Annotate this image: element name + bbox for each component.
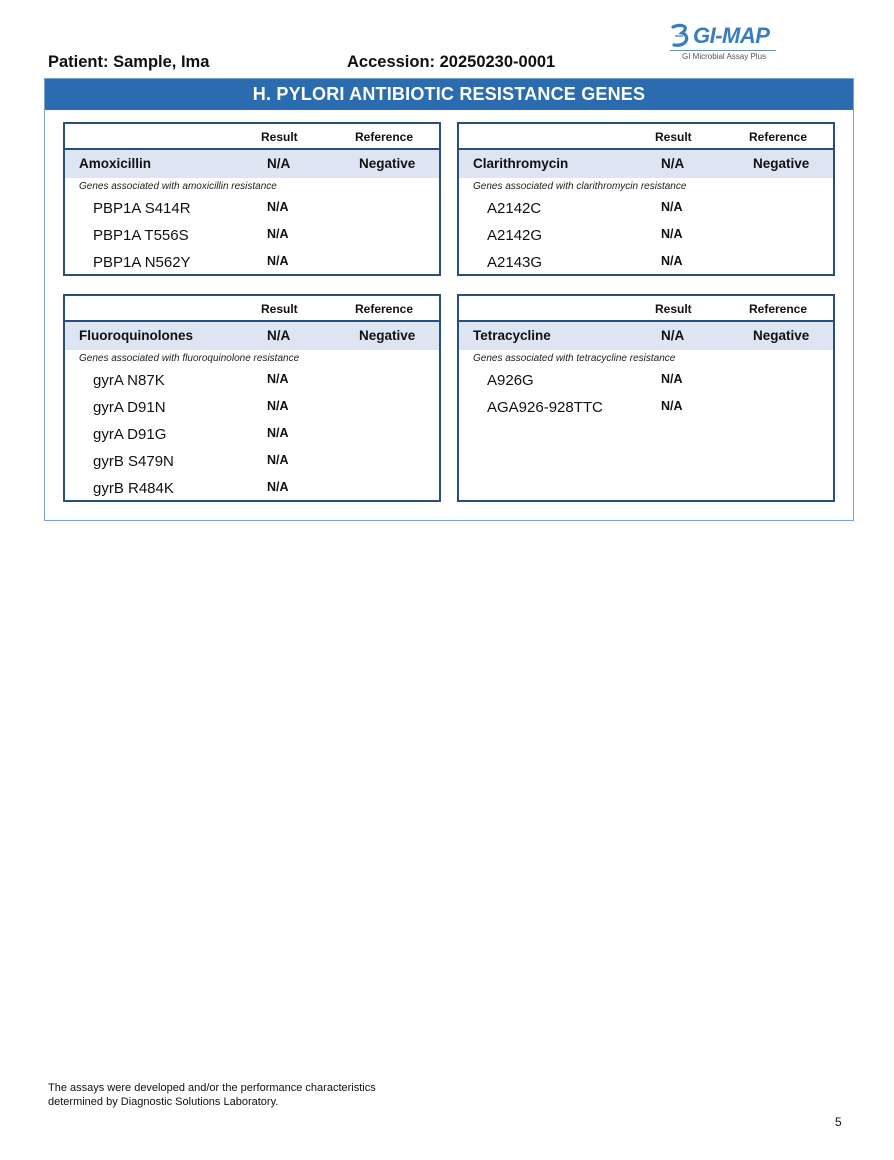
drug-result: N/A — [661, 156, 685, 171]
column-header — [65, 296, 439, 322]
resistance-genes-panel — [44, 78, 854, 521]
gene-name: PBP1A N562Y — [93, 254, 191, 271]
footer-disclaimer — [48, 1082, 376, 1109]
clarithromycin-box — [457, 122, 835, 276]
genes-note: Genes associated with amoxicillin resistance — [79, 181, 277, 192]
gene-result: N/A — [661, 399, 683, 413]
drug-reference: Negative — [753, 328, 810, 343]
drug-reference: Negative — [359, 328, 416, 343]
footer-line: determined by Diagnostic Solutions Laboratory. — [48, 1095, 279, 1108]
gi-map-logo — [670, 22, 778, 64]
gene-name: gyrA D91N — [93, 399, 166, 416]
logo-tagline: GI Microbial Assay Plus — [682, 52, 767, 61]
gene-result: N/A — [267, 254, 289, 268]
result-column-label: Result — [261, 302, 298, 316]
gi-map-logo-icon — [670, 23, 692, 49]
amoxicillin-box — [63, 122, 441, 276]
accession-number: Accession: 20250230-0001 — [347, 53, 556, 71]
gene-name: gyrB R484K — [93, 480, 174, 497]
page-number: 5 — [835, 1115, 842, 1129]
gene-row — [65, 478, 439, 500]
drug-name: Amoxicillin — [79, 156, 152, 171]
gene-result: N/A — [267, 200, 289, 214]
gene-name: PBP1A T556S — [93, 227, 189, 244]
gene-name: A2143G — [487, 254, 543, 271]
gene-name: gyrA D91G — [93, 426, 167, 443]
gene-name: AGA926-928TTC — [487, 399, 603, 416]
gene-result: N/A — [267, 399, 289, 413]
gene-result: N/A — [661, 372, 683, 386]
reference-column-label: Reference — [355, 130, 414, 144]
gene-row — [65, 424, 439, 446]
gene-result: N/A — [267, 227, 289, 241]
genes-note: Genes associated with clarithromycin resistance — [473, 181, 687, 192]
reference-column-label: Reference — [749, 302, 808, 316]
gene-name: PBP1A S414R — [93, 200, 191, 217]
drug-row — [459, 150, 833, 178]
gene-name: gyrA N87K — [93, 372, 165, 389]
drug-name: Tetracycline — [473, 328, 551, 343]
gene-result: N/A — [267, 480, 289, 494]
gene-result: N/A — [267, 453, 289, 467]
gene-result: N/A — [267, 372, 289, 386]
gene-row — [459, 252, 833, 274]
column-header — [65, 124, 439, 150]
column-header — [459, 124, 833, 150]
section-title: H. PYLORI ANTIBIOTIC RESISTANCE GENES — [45, 79, 853, 110]
tetracycline-box — [457, 294, 835, 502]
drug-result: N/A — [267, 328, 291, 343]
gene-row — [65, 252, 439, 274]
result-column-label: Result — [655, 130, 692, 144]
gene-name: gyrB S479N — [93, 453, 174, 470]
drug-reference: Negative — [753, 156, 810, 171]
drug-name: Clarithromycin — [473, 156, 569, 171]
logo-wordmark: GI-MAP — [693, 23, 770, 48]
drug-reference: Negative — [359, 156, 416, 171]
gene-row — [459, 198, 833, 220]
gene-result: N/A — [267, 426, 289, 440]
reference-column-label: Reference — [355, 302, 414, 316]
genes-note: Genes associated with fluoroquinolone resistance — [79, 353, 300, 364]
gene-name: A2142G — [487, 227, 543, 244]
footer-line: The assays were developed and/or the performance characteristics — [48, 1082, 376, 1094]
drug-row — [459, 322, 833, 350]
genes-note: Genes associated with tetracycline resistance — [473, 353, 676, 364]
gene-row — [459, 370, 833, 392]
gene-result: N/A — [661, 254, 683, 268]
gene-row — [459, 225, 833, 247]
logo-divider — [670, 50, 776, 51]
gene-row — [459, 397, 833, 419]
result-column-label: Result — [261, 130, 298, 144]
gene-row — [65, 370, 439, 392]
reference-column-label: Reference — [749, 130, 808, 144]
gene-row — [65, 451, 439, 473]
gene-result: N/A — [661, 227, 683, 241]
gene-result: N/A — [661, 200, 683, 214]
gene-row — [65, 397, 439, 419]
gene-row — [65, 225, 439, 247]
drug-row — [65, 150, 439, 178]
drug-result: N/A — [661, 328, 685, 343]
gene-name: A2142C — [487, 200, 542, 217]
gene-name: A926G — [487, 372, 534, 389]
drug-row — [65, 322, 439, 350]
fluoroquinolones-box — [63, 294, 441, 502]
drug-result: N/A — [267, 156, 291, 171]
gene-row — [65, 198, 439, 220]
drug-name: Fluoroquinolones — [79, 328, 193, 343]
result-column-label: Result — [655, 302, 692, 316]
column-header — [459, 296, 833, 322]
patient-name: Patient: Sample, Ima — [48, 53, 210, 71]
